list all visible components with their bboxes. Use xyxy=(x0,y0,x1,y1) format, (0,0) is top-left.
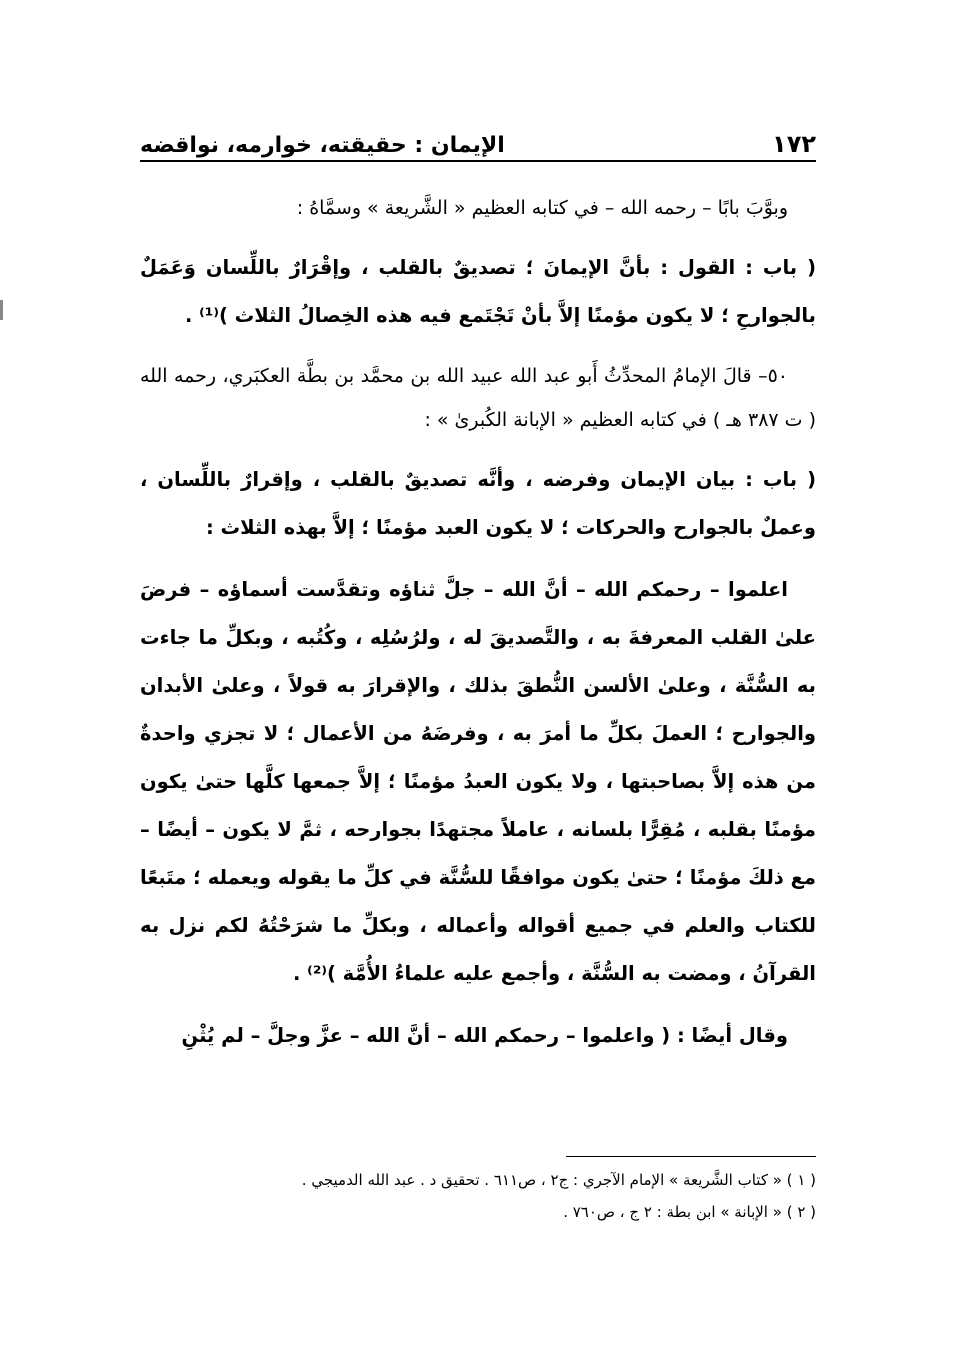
page-number: ١٧٢ xyxy=(772,130,816,158)
page-header xyxy=(140,118,816,158)
running-title: الإيمان : حقيقته، خوارمه، نواقضه xyxy=(140,133,505,158)
paragraph-main-text: اعلموا – رحمكم الله – أنَّ الله – جلَّ ثناؤه وتقدَّست أسماؤه – فرضَ علىٰ القلب المعرفةَ به ، والتَّصديقَ له ، ولرُسُلِه ، وكُتُبه ، وبكلِّ ما جاءت به السُّنَّة ، وعلىٰ الألسن النُّطقَ بذلك ، والإقرارَ به قولاً ، وعلىٰ الأبدان والجوارح ؛ العملَ بكلِّ ما أمرَ به ، وفرضَهُ من الأعمال ؛ لا تجزي واحدةٌ من هذه إلاَّ بصاحبتها ، ولا يكون العبدُ مؤمنًا ؛ إلاَّ جمعها كلَّها حتىٰ يكون مؤمنًا بقلبه ، مُقِرًّا بلسانه ، عاملاً مجتهدًا بجوارحه ، ثمَّ لا يكون – أيضًا – مع ذلكَ مؤمنًا ؛ حتىٰ يكون موافقًا للسُّنَّة في كلِّ ما يقوله ويعمله ؛ متَبعًا للكتاب والعلم في جميع أقواله وأعماله ، وبكلِّ ما شرَحْتُهُ لكم نزل به القرآنُ ، ومضت به السُّنَّة ، وأجمع عليه علماءُ الأُمَّة )⁽²⁾ . xyxy=(140,578,816,985)
header-rule xyxy=(140,160,816,162)
footnote-2: ( ٢ ) « الإبانة » ابن بطة : ٢ ج ، ص٧٦٠ . xyxy=(563,1203,816,1221)
paragraph-chapter-quote-1: ( باب : القول : بأنَّ الإيمانَ ؛ تصديقٌ بالقلب ، وإقْرَارٌ باللِّسان وَعَمَلٌ بالجوارحِ ؛ لا يكون مؤمنًا إلاَّ بأنْ تَجْتَمع فيه هذه الخِصالُ الثلاث )⁽¹⁾ . xyxy=(140,256,816,327)
footnote-rule xyxy=(566,1156,816,1157)
footnotes xyxy=(140,1164,816,1228)
paragraph-chapter-quote-2: ( باب : بيان الإيمان وفرضه ، وأنَّه تصديقٌ بالقلب ، وإقرارٌ باللِّسان ، وعملٌ بالجوارح والحركات ؛ لا يكون العبد مؤمنًا ؛ إلاَّ بهذه الثلاث : xyxy=(140,468,816,539)
paragraph-narration-50: ٥٠– قالَ الإمامُ المحدِّثُ أَبو عبد الله عبيد الله بن محمَّد بن بطَّة العكبَري، رحمه الله ( ت ٣٨٧ هـ ) في كتابه العظيم « الإبانة الكُبرىٰ » : xyxy=(140,365,816,431)
paragraph-intro: وبوَّبَ بابًا – رحمه الله – في كتابه العظيم « الشَّريعة » وسمَّاهُ : xyxy=(296,197,788,219)
scan-edge-mark xyxy=(0,300,3,320)
page-body xyxy=(140,186,816,1074)
paragraph-continuation: وقال أيضًا : ( واعلموا – رحمكم الله – أنَّ الله – عزَّ وجلَّ – لم يُثْنِ xyxy=(181,1024,788,1047)
footnote-1: ( ١ ) « كتاب الشَّريعة » الإمام الآجري : ج٢ ، ص٦١١ . تحقيق د . عبد الله الدميجي . xyxy=(301,1171,816,1189)
